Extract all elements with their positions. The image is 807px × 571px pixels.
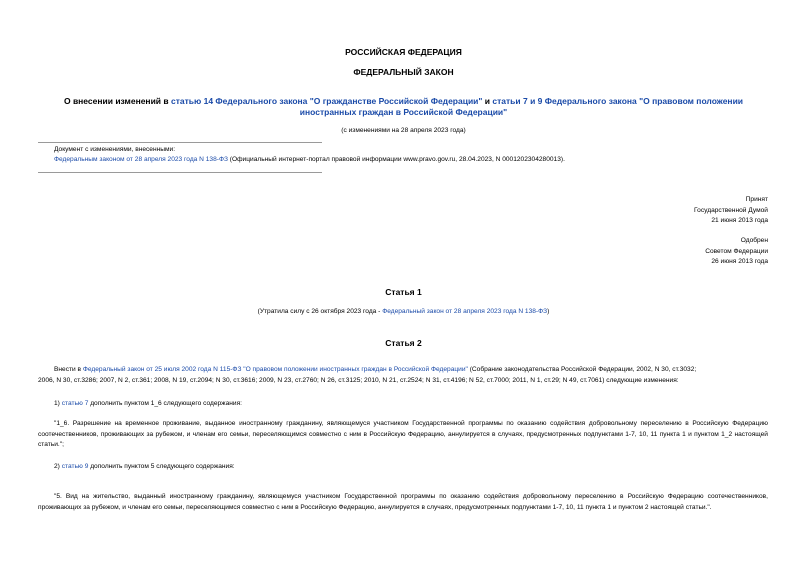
title-link-citizenship-law[interactable]: статью 14 Федерального закона "О гражданстве Российской Федерации": [170, 96, 483, 106]
changes-caption: Документ с изменениями, внесенными:: [54, 146, 176, 153]
adopted-body: Государственной Думой: [694, 206, 768, 214]
divider-bottom: [38, 172, 322, 173]
article2-quote2: "5. Вид на жительство, выданный иностранному гражданину, являющемуся участником Государственной программы по оказанию содействия добровольному переселению в Российскую Федерацию соотечественников, проживающих за рубежом, и членам его семьи, переселяющимся совместно с ним в Российскую Федерацию, аннулируется в случаях, предусмотренных подпунктами 1-7, 10, 11 пункта 1 и пунктом 2 настоящей статьи.".: [38, 493, 768, 511]
approved-date: 26 июня 2013 года: [711, 258, 768, 265]
intro-text-2: (Собрание законодательства Российской Федерации, 2002, N 30, ст.3032;: [467, 366, 697, 373]
title-text-2: и: [482, 96, 493, 106]
article2-intro-line2: 2006, N 30, ст.3286; 2007, N 2, ст.361; 2008, N 19, ст.2094; N 30, ст.3616; 2009, N 23, ст.2760; N 26, ст.3125; 2010, N 21, ст.2524; N 31, ст.4196; N 52, ст.7000; 2011, N 1, ст.29; N 49, ст.7061) следующие изменения:: [38, 376, 679, 384]
law-title-line2[interactable]: иностранных граждан в Российской Федерации": [299, 107, 508, 117]
changes-line: [54, 155, 565, 166]
article2-heading: Статья 2: [385, 338, 422, 348]
doc-type-heading: ФЕДЕРАЛЬНЫЙ ЗАКОН: [353, 67, 454, 77]
adopted-block: [694, 195, 768, 227]
article1-note-text: (Утратила силу с 26 октября 2023 года -: [257, 308, 383, 315]
article2-item1: [54, 399, 242, 410]
article1-note: [0, 307, 807, 318]
article1-heading: Статья 1: [385, 287, 422, 297]
article2-item2: [54, 462, 235, 473]
item1-text: дополнить пунктом 1_6 следующего содержания:: [88, 400, 242, 407]
intro-link-law-115[interactable]: Федеральный закон от 25 июля 2002 года N 115-ФЗ "О правовом положении иностранных граждан в Российской Федерации": [82, 366, 468, 373]
country-heading: РОССИЙСКАЯ ФЕДЕРАЦИЯ: [345, 47, 462, 57]
adopted-date: 21 июня 2013 года: [711, 217, 768, 224]
adopted-label: Принят: [745, 196, 768, 203]
approved-block: [705, 236, 768, 268]
approved-label: Одобрен: [740, 237, 768, 244]
revision-note: (с изменениями на 28 апреля 2023 года): [341, 127, 466, 134]
divider-top: [38, 142, 322, 143]
intro-text-1: Внести в: [54, 366, 83, 373]
article1-note-end: ): [547, 308, 550, 315]
item2-number: 2): [54, 463, 62, 470]
article2-intro: [38, 365, 768, 386]
changes-link[interactable]: Федеральным законом от 28 апреля 2023 года N 138-ФЗ: [54, 156, 228, 163]
article2-intro-line1: [38, 365, 768, 376]
law-title: [0, 96, 807, 118]
item1-link-article7[interactable]: статью 7: [61, 400, 89, 407]
article2-quote1: "1_6. Разрешение на временное проживание, выданное иностранному гражданину, являющемуся участником Государственной программы по оказанию содействия добровольному переселению в Российскую Федерацию соотечественников, проживающих за рубежом, и членам его семьи, переселяющимся совместно с ним в Российскую Федерацию, аннулируется в случаях, предусмотренных подпунктами 1-7, 10, 11 пункта 1 и пунктом 1_2 настоящей статьи.";: [38, 420, 768, 448]
approved-body: Советом Федерации: [705, 247, 768, 255]
item2-text: дополнить пунктом 5 следующего содержания:: [88, 463, 235, 470]
article1-note-link[interactable]: Федеральный закон от 28 апреля 2023 года N 138-ФЗ: [382, 308, 548, 315]
law-title-line1: [0, 96, 807, 107]
item1-number: 1): [54, 400, 62, 407]
item2-link-article9[interactable]: статью 9: [61, 463, 89, 470]
title-link-foreigners-law[interactable]: статьи 7 и 9 Федерального закона "О правовом положении: [492, 96, 744, 106]
changes-source: (Официальный интернет-портал правовой информации www.pravo.gov.ru, 28.04.2023, N 0001202304280013).: [227, 156, 565, 163]
title-text-1: О внесении изменений в: [63, 96, 171, 106]
